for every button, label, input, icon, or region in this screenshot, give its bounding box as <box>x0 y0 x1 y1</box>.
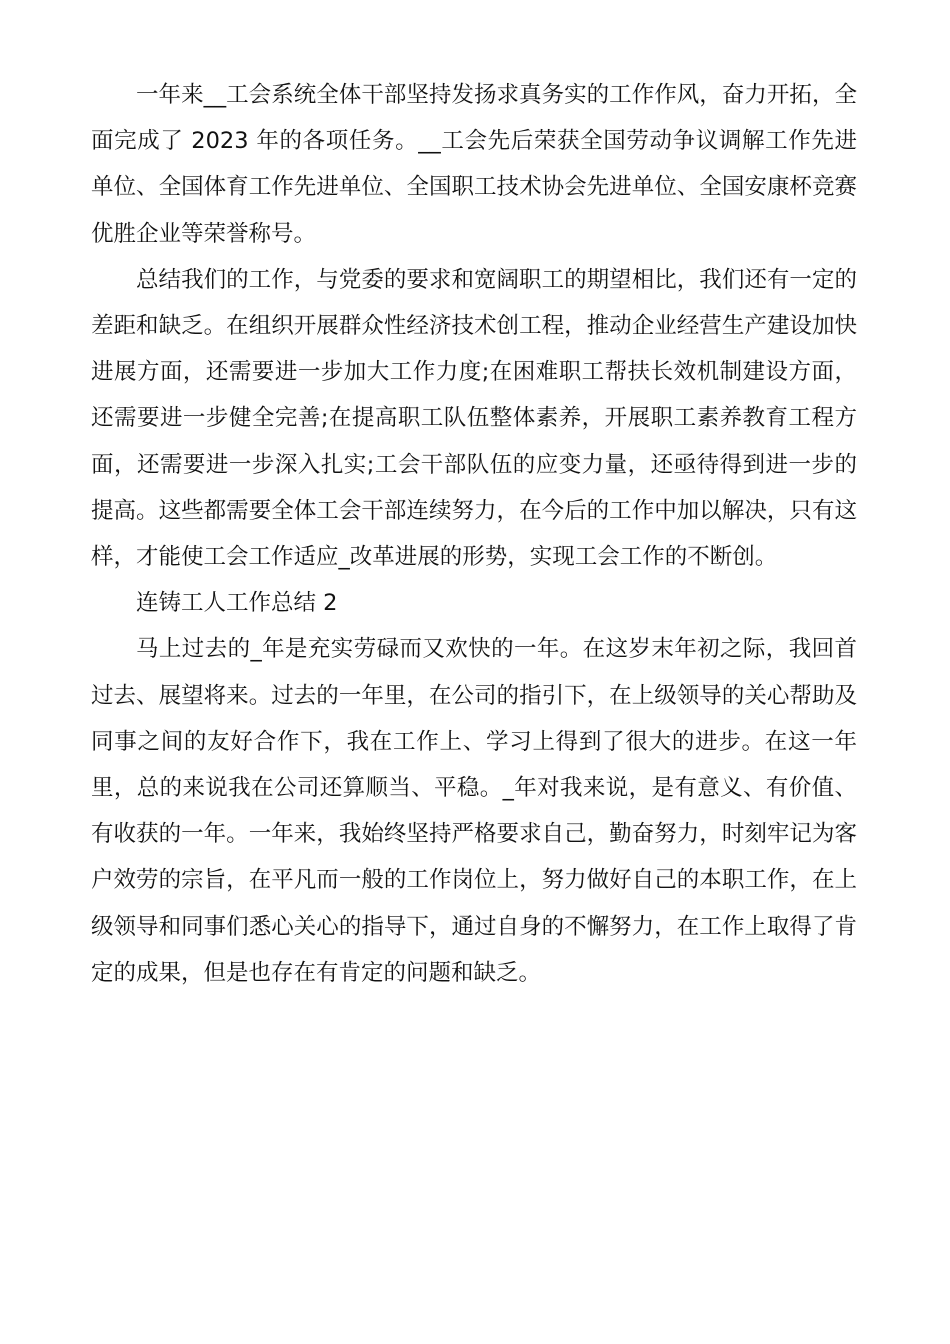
paragraph-achievements: 一年来__工会系统全体干部坚持发扬求真务实的工作作风，奋力开拓，全面完成了 2023 年的各项任务。__工会先后荣获全国劳动争议调解工作先进单位、全国体育工作先进单位、全国职工技术协会先进单位、全国安康杯竞赛优胜企业等荣誉称号。 <box>91 82 857 247</box>
document-body <box>91 72 857 996</box>
paragraph-shortcomings: 总结我们的工作，与党委的要求和宽阔职工的期望相比，我们还有一定的差距和缺乏。在组织开展群众性经济技术创工程，推动企业经营生产建设加快进展方面，还需要进一步加大工作力度;在困难职工帮扶长效机制建设方面，还需要进一步健全完善;在提高职工队伍整体素养，开展职工素养教育工程方面，还需要进一步深入扎实;工会干部队伍的应变力量，还亟待得到进一步的提高。这些都需要全体工会干部连续努力，在今后的工作中加以解决，只有这样，才能使工会工作适应_改革进展的形势，实现工会工作的不断创。 <box>91 266 857 571</box>
section-heading: 连铸工人工作总结 2 <box>136 590 338 617</box>
paragraph-year-review: 马上过去的_年是充实劳碌而又欢快的一年。在这岁末年初之际，我回首过去、展望将来。过去的一年里，在公司的指引下，在上级领导的关心帮助及同事之间的友好合作下，我在工作上、学习上得到了很大的进步。在这一年里，总的来说我在公司还算顺当、平稳。_年对我来说，是有意义、有价值、有收获的一年。一年来，我始终坚持严格要求自己，勤奋努力，时刻牢记为客户效劳的宗旨，在平凡而一般的工作岗位上，努力做好自己的本职工作，在上级领导和同事们悉心关心的指导下，通过自身的不懈努力，在工作上取得了肯定的成果，但是也存在有肯定的问题和缺乏。 <box>91 636 857 986</box>
